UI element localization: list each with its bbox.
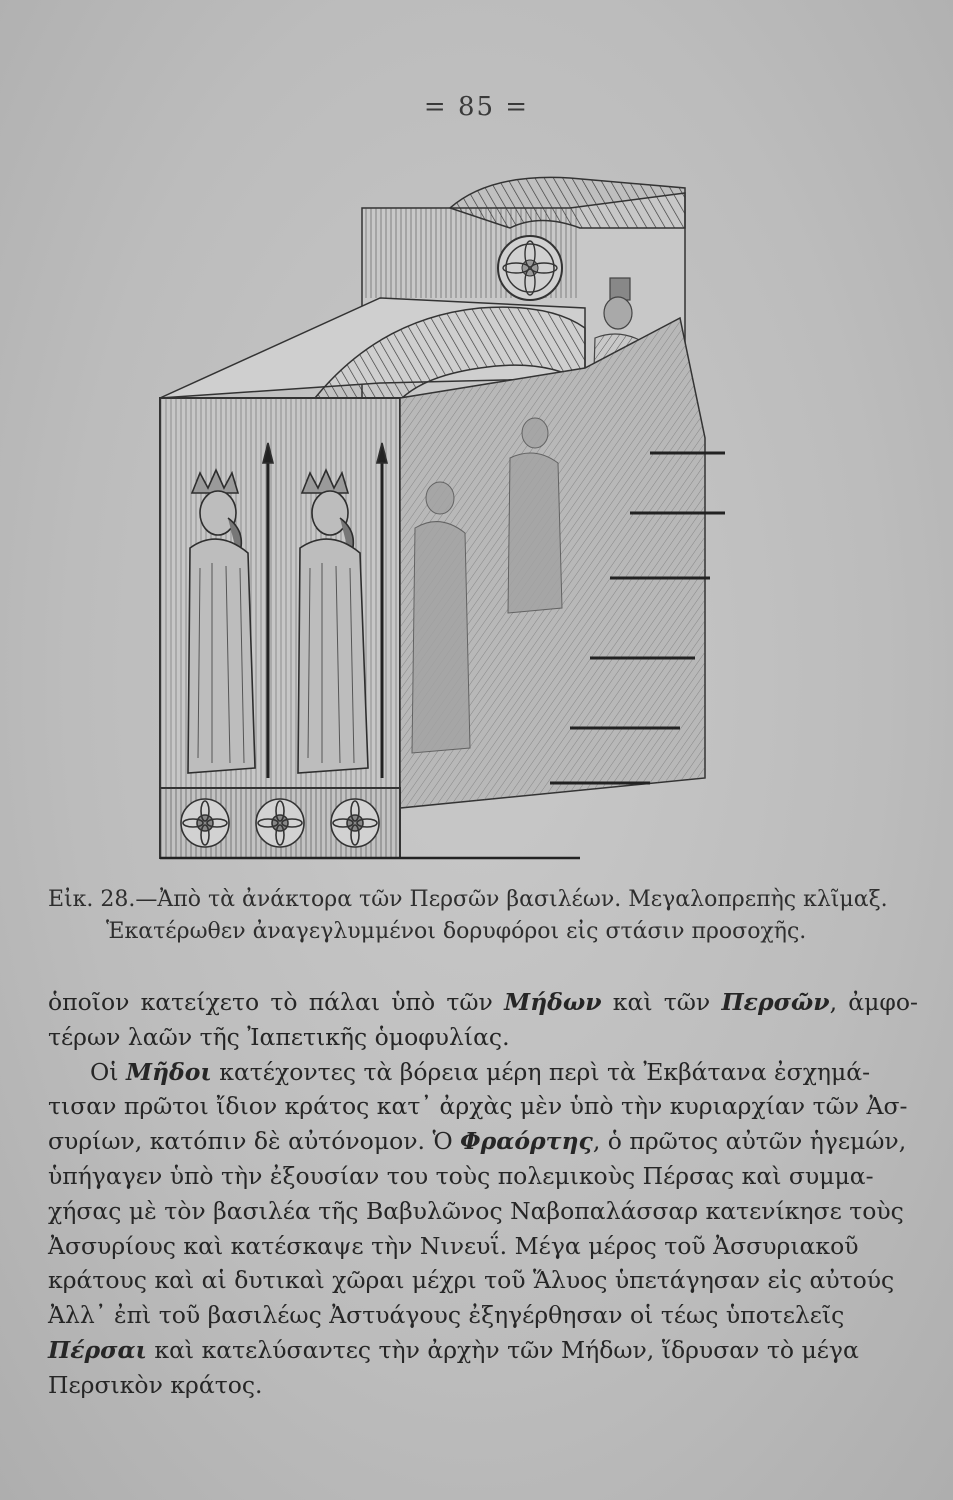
text-line-4: τισαν πρῶτοι ἴδιον κράτος κατ᾽ ἀρχὰς μὲν ὑπὸ τὴν κυριαρχίαν τῶν Ἀσ- (48, 1092, 908, 1121)
text-line-1: ὁποῖον κατείχετο τὸ πάλαι ὑπὸ τῶν Μήδων καὶ τῶν Περσῶν, ἀμφο- (48, 988, 918, 1016)
text-line-9: κράτους καὶ αἱ δυτικαὶ χῶραι μέχρι τοῦ Ἅλυος ὑπετάγησαν εἰς αὐτούς (48, 1266, 895, 1295)
caption-line-1: Εἰκ. 28.—Ἀπὸ τὰ ἀνάκτορα τῶν Περσῶν βασιλέων. Μεγαλοπρεπὴς κλῖμαξ. (48, 887, 888, 912)
text-line-11: Πέρσαι καὶ κατελύσαντες τὴν ἀρχὴν τῶν Μήδων, ἵδρυσαν τὸ μέγα (48, 1335, 859, 1364)
page-number-text: = 85 = (423, 92, 530, 122)
text-line-10: Ἀλλ᾽ ἐπὶ τοῦ βασιλέως Ἀστυάγους ἐξηγέρθησαν οἱ τέως ὑποτελεῖς (48, 1301, 845, 1330)
text-line-12: Περσικὸν κράτος. (48, 1370, 263, 1399)
text-line-6: ὑπήγαγεν ὑπὸ τὴν ἐξουσίαν του τοὺς πολεμικοὺς Πέρσας καὶ συμμα- (48, 1161, 874, 1190)
staircase-relief-illustration (150, 168, 730, 868)
text-line-3: Οἱ Μῆδοι κατέχοντες τὰ βόρεια μέρη περὶ τὰ Ἐκβάτανα ἐσχημά- (90, 1057, 871, 1086)
staircase-relief-figure (150, 168, 730, 868)
page-number (0, 92, 953, 122)
text-line-5: συρίων, κατόπιν δὲ αὐτόνομον. Ὁ Φραόρτης, ὁ πρῶτος αὐτῶν ἡγεμών, (48, 1127, 907, 1156)
caption-line-2: Ἑκατέρωθεν ἀναγεγλυμμένοι δορυφόροι εἰς στάσιν προσοχῆς. (106, 919, 807, 944)
base-rosettes (181, 799, 379, 847)
upper-rosette (498, 236, 562, 300)
text-line-7: χήσας μὲ τὸν βασιλέα τῆς Βαβυλῶνος Ναβοπαλάσσαρ κατενίκησε τοὺς (48, 1196, 904, 1225)
figure-caption (48, 884, 928, 948)
body-text (48, 985, 918, 1403)
text-line-2: τέρων λαῶν τῆς Ἰαπετικῆς ὁμοφυλίας. (48, 1022, 510, 1051)
text-line-8: Ἀσσυρίους καὶ κατέσκαψε τὴν Νινευΐ. Μέγα μέρος τοῦ Ἀσσυριακοῦ (48, 1231, 859, 1260)
